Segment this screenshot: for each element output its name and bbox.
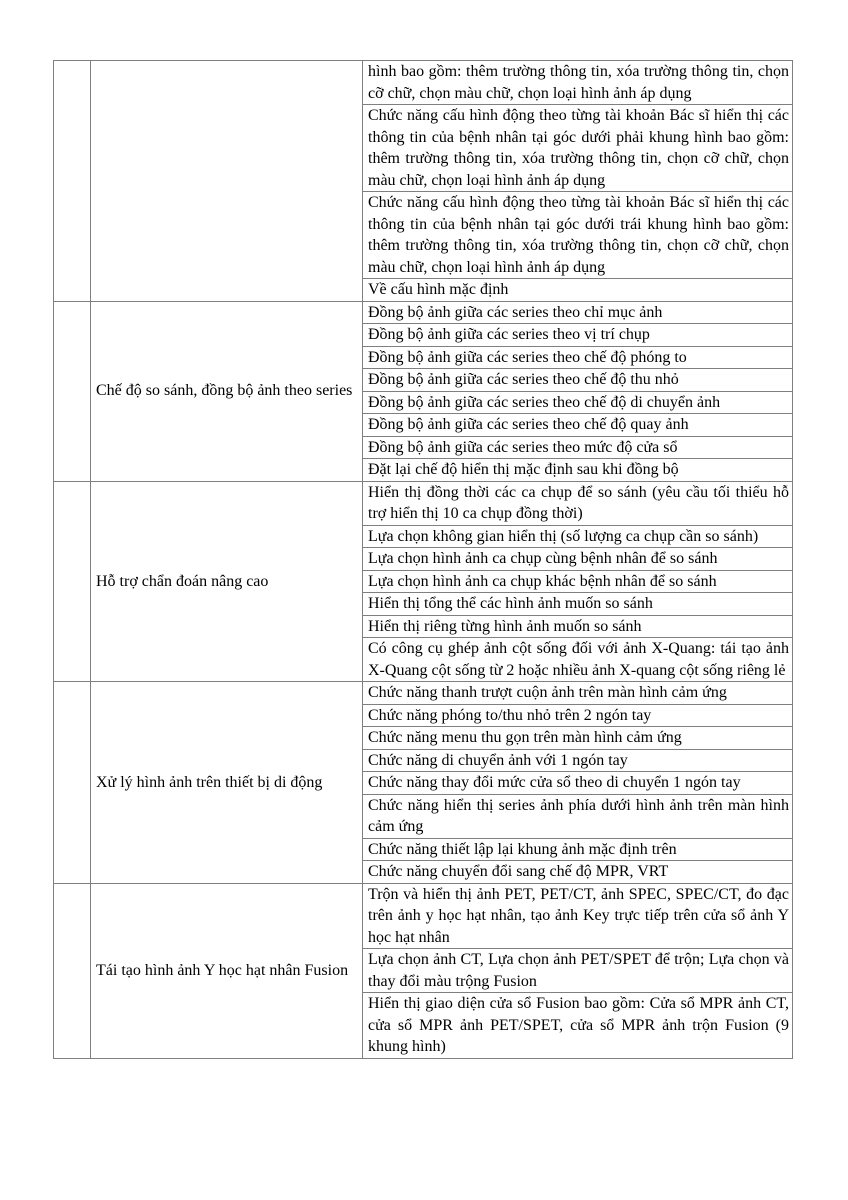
requirement-cell: Đặt lại chế độ hiển thị mặc định sau khi đồng bộ — [363, 459, 793, 482]
index-cell — [54, 883, 91, 1058]
requirement-cell: Hiển thị giao diện cửa sổ Fusion bao gồm: Cửa sổ MPR ảnh CT, cửa sổ MPR ảnh PET/SPET, cửa sổ MPR ảnh trộn Fusion (9 khung hình) — [363, 993, 793, 1059]
requirement-cell: Trộn và hiển thị ảnh PET, PET/CT, ảnh SPEC, SPEC/CT, đo đạc trên ảnh y học hạt nhân, tạo ảnh Key trực tiếp trên cửa sổ ảnh Y học hạt nhân — [363, 883, 793, 949]
requirement-cell: Chức năng di chuyển ảnh với 1 ngón tay — [363, 749, 793, 772]
table-row — [54, 481, 793, 525]
table-row — [54, 682, 793, 705]
requirement-cell: Chức năng thanh trượt cuộn ảnh trên màn hình cảm ứng — [363, 682, 793, 705]
requirement-cell: hình bao gồm: thêm trường thông tin, xóa trường thông tin, chọn cỡ chữ, chọn màu chữ, chọn loại hình ảnh áp dụng — [363, 61, 793, 105]
table-row — [54, 883, 793, 949]
spec-table — [53, 60, 793, 1059]
requirement-cell: Hiển thị riêng từng hình ảnh muốn so sánh — [363, 615, 793, 638]
requirement-cell: Đồng bộ ảnh giữa các series theo chế độ quay ảnh — [363, 414, 793, 437]
requirement-cell: Lựa chọn không gian hiển thị (số lượng ca chụp cần so sánh) — [363, 525, 793, 548]
requirement-cell: Hiển thị đồng thời các ca chụp để so sánh (yêu cầu tối thiểu hỗ trợ hiển thị 10 ca chụp đồng thời) — [363, 481, 793, 525]
feature-cell — [91, 61, 363, 302]
requirement-cell: Có công cụ ghép ảnh cột sống đối với ảnh X-Quang: tái tạo ảnh X-Quang cột sống từ 2 hoặc nhiều ảnh X-quang cột sống riêng lẻ — [363, 638, 793, 682]
table-row — [54, 301, 793, 324]
index-cell — [54, 481, 91, 682]
requirement-cell: Chức năng menu thu gọn trên màn hình cảm ứng — [363, 727, 793, 750]
index-cell — [54, 301, 91, 481]
requirement-cell: Chức năng phóng to/thu nhỏ trên 2 ngón tay — [363, 704, 793, 727]
requirement-cell: Chức năng cấu hình động theo từng tài khoản Bác sĩ hiển thị các thông tin của bệnh nhân tại góc dưới trái khung hình bao gồm: thêm trường thông tin, xóa trường thông tin, chọn cỡ chữ, chọn màu chữ, chọn loại hình ảnh áp dụng — [363, 192, 793, 279]
requirement-cell: Lựa chọn hình ảnh ca chụp khác bệnh nhân để so sánh — [363, 570, 793, 593]
requirement-cell: Đồng bộ ảnh giữa các series theo chế độ phóng to — [363, 346, 793, 369]
index-cell — [54, 61, 91, 302]
requirement-cell: Chức năng hiển thị series ảnh phía dưới hình ảnh trên màn hình cảm ứng — [363, 794, 793, 838]
requirement-cell: Đồng bộ ảnh giữa các series theo chế độ thu nhỏ — [363, 369, 793, 392]
requirement-cell: Lựa chọn hình ảnh ca chụp cùng bệnh nhân để so sánh — [363, 548, 793, 571]
spec-table-body — [54, 61, 793, 1059]
requirement-cell: Chức năng thiết lập lại khung ảnh mặc định trên — [363, 838, 793, 861]
feature-cell: Hỗ trợ chẩn đoán nâng cao — [91, 481, 363, 682]
index-cell — [54, 682, 91, 884]
requirement-cell: Đồng bộ ảnh giữa các series theo vị trí chụp — [363, 324, 793, 347]
requirement-cell: Đồng bộ ảnh giữa các series theo mức độ cửa sổ — [363, 436, 793, 459]
requirement-cell: Đồng bộ ảnh giữa các series theo chế độ di chuyển ảnh — [363, 391, 793, 414]
feature-cell: Chế độ so sánh, đồng bộ ảnh theo series — [91, 301, 363, 481]
requirement-cell: Hiển thị tổng thể các hình ảnh muốn so sánh — [363, 593, 793, 616]
requirement-cell: Chức năng thay đổi mức cửa sổ theo di chuyển 1 ngón tay — [363, 772, 793, 795]
requirement-cell: Chức năng cấu hình động theo từng tài khoản Bác sĩ hiển thị các thông tin của bệnh nhân tại góc dưới phải khung hình bao gồm: thêm trường thông tin, xóa trường thông tin, chọn cỡ chữ, chọn màu chữ, chọn loại hình ảnh áp dụng — [363, 105, 793, 192]
requirement-cell: Lựa chọn ảnh CT, Lựa chọn ảnh PET/SPET để trộn; Lựa chọn và thay đổi màu trộng Fusion — [363, 949, 793, 993]
requirement-cell: Về cấu hình mặc định — [363, 279, 793, 302]
feature-cell: Xử lý hình ảnh trên thiết bị di động — [91, 682, 363, 884]
requirement-cell: Đồng bộ ảnh giữa các series theo chỉ mục ảnh — [363, 301, 793, 324]
requirement-cell: Chức năng chuyển đổi sang chế độ MPR, VRT — [363, 861, 793, 884]
table-row — [54, 61, 793, 105]
feature-cell: Tái tạo hình ảnh Y học hạt nhân Fusion — [91, 883, 363, 1058]
